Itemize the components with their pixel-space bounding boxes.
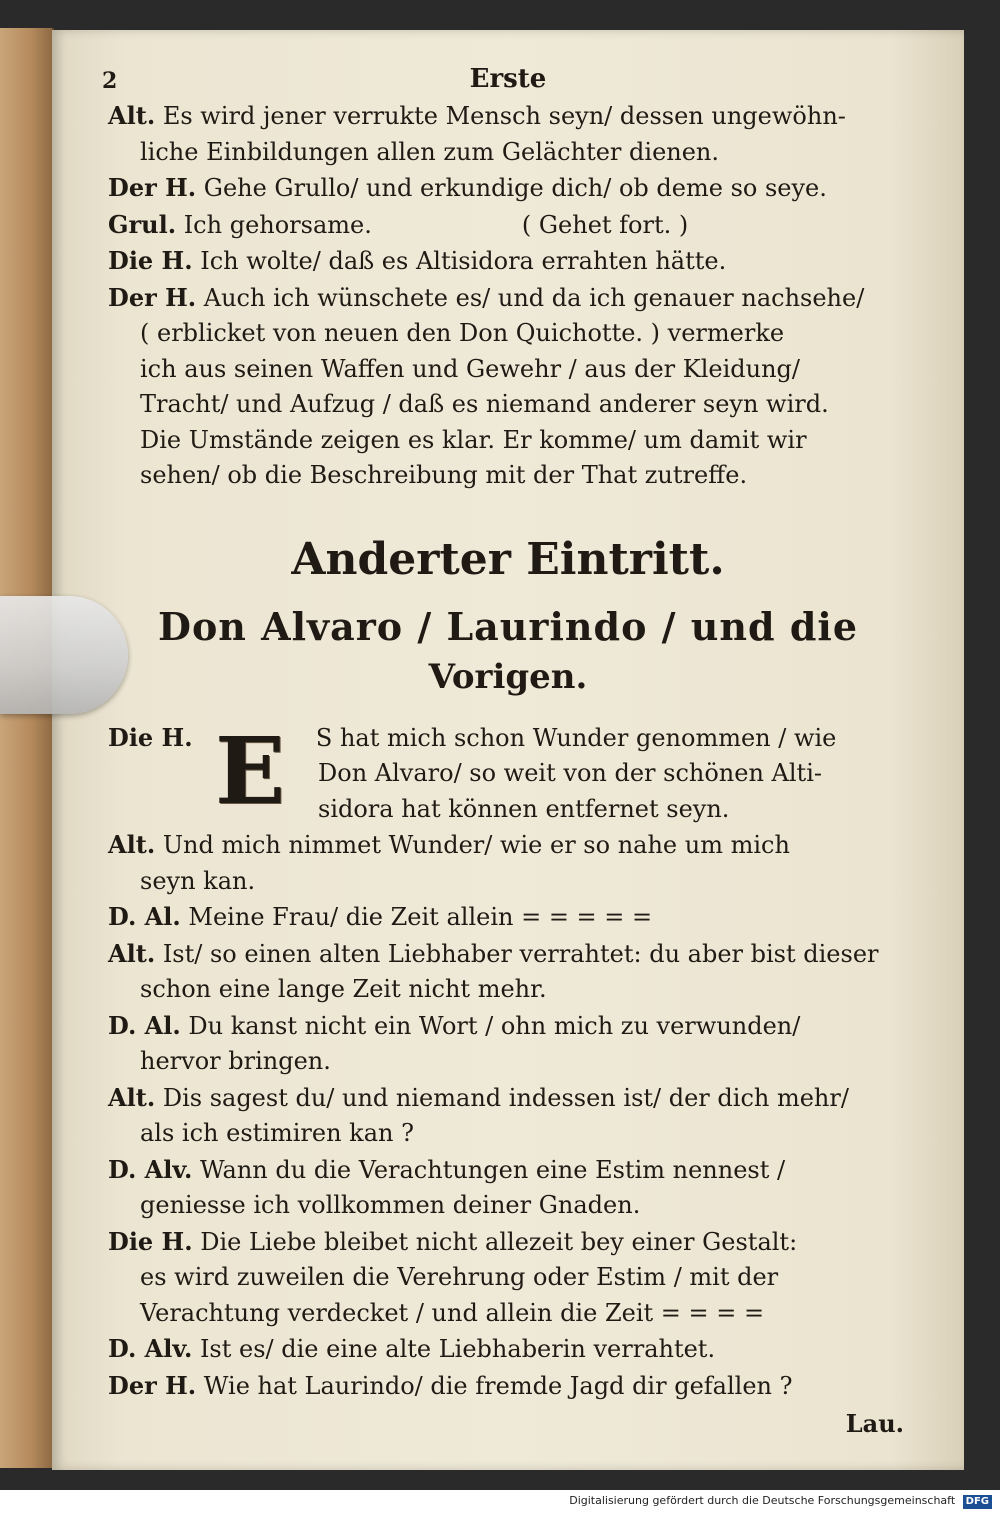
drop-cap-line: sidora hat können entfernet seyn. — [318, 794, 730, 823]
dialogue-text: seyn kan. — [140, 866, 256, 895]
dialogue-text: Meine Frau/ die Zeit allein = = = = = — [188, 903, 653, 931]
dialogue-text: Und mich nimmet Wunder/ wie er so nahe um mich — [162, 831, 790, 859]
speaker-label: D. Alv. — [108, 1154, 193, 1184]
page-number: 2 — [102, 68, 118, 94]
dialogue-text: Auch ich wünschete es/ und da ich genauer nachsehe/ — [203, 283, 865, 312]
page-header — [102, 58, 908, 98]
drop-cap-line: Don Alvaro/ so weit von der schönen Alti- — [318, 759, 822, 787]
dialogue-line — [108, 1008, 908, 1045]
speaker-label: Die H. — [108, 1226, 193, 1256]
opening-dialogue — [108, 98, 908, 494]
speaker-label: Die H. — [108, 246, 193, 275]
dialogue-text: S hat mich schon Wunder genommen / wie — [315, 723, 837, 752]
dialogue-line — [108, 243, 908, 280]
speaker-label: Die H. — [108, 722, 193, 752]
speaker-label: Alt. — [108, 101, 156, 130]
dialogue-text: schon eine lange Zeit nicht mehr. — [140, 975, 547, 1003]
dialogue-text: ( erblicket von neuen den Don Quichotte. ) vermerke — [140, 319, 785, 347]
speaker-label: D. Al. — [108, 1010, 181, 1040]
cast-line-1: Don Alvaro / Laurindo / und die — [157, 603, 859, 649]
speaker-label: Alt. — [108, 1082, 156, 1112]
dialogue-line — [108, 170, 908, 207]
scene-dialogue — [108, 827, 908, 1404]
speaker-label: D. Alv. — [108, 1334, 193, 1363]
dialogue-text: Ist es/ die eine alte Liebhaberin verrahtet. — [199, 1335, 716, 1363]
dialogue-text: Wie hat Laurindo/ die fremde Jagd dir gefallen ? — [203, 1371, 793, 1400]
speaker-label: D. Al. — [108, 902, 181, 931]
catchword: Lau. — [845, 1409, 904, 1438]
dialogue-text: Gehe Grullo/ und erkundige dich/ ob deme so seye. — [203, 174, 827, 202]
speaker-label: Alt. — [108, 830, 156, 859]
dialogue-text: Ich gehorsame. — [183, 210, 372, 239]
dialogue-line — [108, 1116, 908, 1152]
drop-cap-paragraph — [108, 716, 908, 828]
dialogue-text: Die Liebe bleibet nicht allezeit bey einer Gestalt: — [200, 1227, 798, 1256]
footer — [0, 1494, 1000, 1513]
dialogue-text: Dis sagest du/ und niemand indessen ist/ der dich mehr/ — [162, 1083, 849, 1112]
dialogue-line — [108, 1080, 908, 1117]
dialogue-line — [108, 1296, 908, 1332]
dialogue-line — [108, 1152, 908, 1189]
dialogue-text: ich aus seinen Waffen und Gewehr / aus der Kleidung/ — [140, 354, 800, 383]
scene-title: Anderter Eintritt. — [291, 533, 725, 585]
funding-notice: Digitalisierung gefördert durch die Deutsche Forschungsgemeinschaft — [569, 1494, 956, 1507]
dialogue-text: Du kanst nicht ein Wort / ohn mich zu verwunden/ — [188, 1011, 801, 1040]
dialogue-line — [108, 135, 908, 171]
previous-pages-edge — [0, 28, 54, 1468]
dialogue-line — [108, 98, 908, 135]
dialogue-text: Wann du die Verachtungen eine Estim nennest / — [199, 1155, 786, 1184]
dialogue-line — [108, 316, 908, 352]
dialogue-line — [108, 1368, 908, 1405]
dialogue-line — [108, 387, 908, 423]
dialogue-text: hervor bringen. — [140, 1047, 331, 1075]
dialogue-line — [108, 1331, 908, 1368]
dialogue-line — [108, 352, 908, 388]
speaker-label: Der H. — [108, 282, 197, 312]
dialogue-line — [108, 423, 908, 459]
speaker-label: Grul. — [108, 209, 177, 239]
dialogue-line — [108, 458, 908, 494]
speaker-label: Alt. — [108, 938, 156, 968]
dialogue-text: Verachtung verdecket / und allein die Zeit = = = = — [140, 1298, 765, 1327]
dialogue-text: Es wird jener verrukte Mensch seyn/ dessen ungewöhn- — [162, 102, 846, 130]
dialogue-line — [108, 972, 908, 1008]
running-head: Erste — [469, 64, 547, 94]
dialogue-text: liche Einbildungen allen zum Gelächter dienen. — [140, 137, 720, 166]
dialogue-text: es wird zuweilen die Verehrung oder Estim / mit der — [140, 1263, 779, 1291]
dialogue-line — [108, 827, 908, 864]
drop-cap-letter: E — [214, 716, 286, 825]
speaker-label: Der H. — [108, 173, 197, 202]
dialogue-line — [108, 207, 908, 244]
dialogue-line — [108, 1224, 908, 1261]
stage-direction: ( Gehet fort. ) — [521, 210, 689, 239]
dialogue-line — [108, 1188, 908, 1224]
dfg-logo: DFG — [963, 1495, 992, 1509]
dialogue-text: Die Umstände zeigen es klar. Er komme/ um damit wir — [140, 425, 807, 454]
dialogue-line — [108, 899, 908, 936]
cast-line-2: Vorigen. — [428, 656, 588, 697]
dialogue-line — [108, 280, 908, 317]
dialogue-text: Ich wolte/ daß es Altisidora errahten hätte. — [200, 247, 727, 275]
dialogue-line — [108, 1044, 908, 1080]
dialogue-text: geniesse ich vollkommen deiner Gnaden. — [140, 1191, 641, 1219]
dialogue-line — [108, 936, 908, 973]
dialogue-text: Tracht/ und Aufzug / daß es niemand anderer seyn wird. — [140, 390, 829, 418]
dialogue-text: sehen/ ob die Beschreibung mit der That zutreffe. — [140, 461, 748, 489]
dialogue-text: Ist/ so einen alten Liebhaber verrahtet: du aber bist dieser — [162, 939, 879, 968]
dialogue-line — [108, 864, 908, 900]
page-text — [102, 58, 908, 1442]
dialogue-text: als ich estimiren kan ? — [140, 1119, 414, 1147]
dialogue-line — [108, 1260, 908, 1296]
speaker-label: Der H. — [108, 1370, 197, 1400]
